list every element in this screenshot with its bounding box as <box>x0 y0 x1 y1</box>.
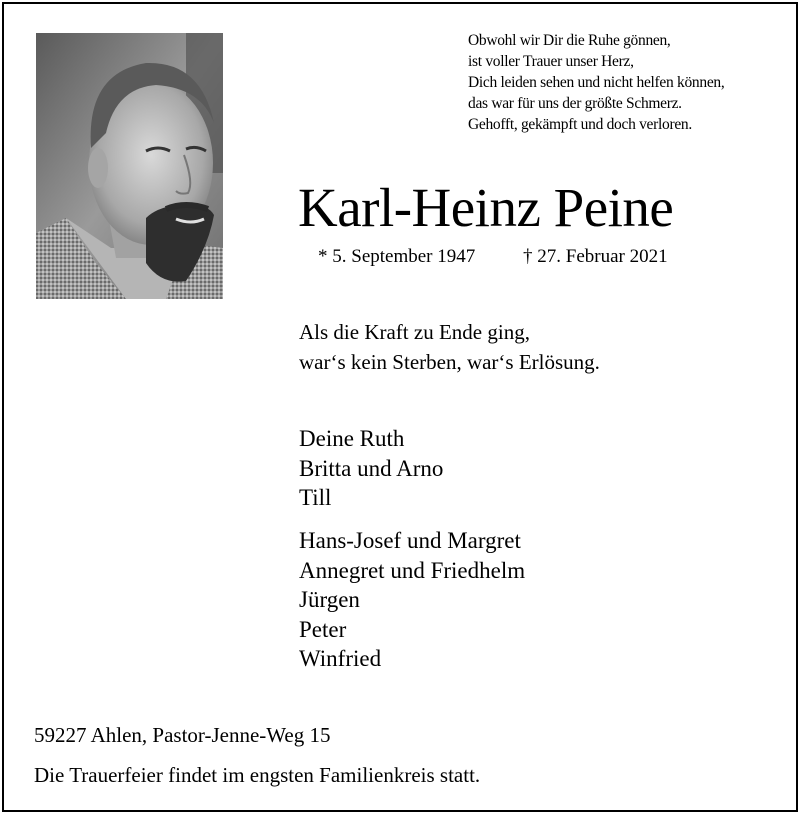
portrait-photo <box>36 33 223 299</box>
portrait-illustration <box>36 33 223 299</box>
mourner-name: Jürgen <box>299 587 360 612</box>
mourner-name: Hans-Josef und Margret <box>299 528 521 553</box>
memorial-quote <box>299 317 600 377</box>
mourner-name: Peter <box>299 616 347 642</box>
deceased-name: Karl-Heinz Peine <box>298 177 674 238</box>
mourner-name: Winfried <box>299 646 382 671</box>
quote-line: war‘s kein Sterben, war‘s Erlösung. <box>299 350 600 374</box>
mourner-name: Deine Ruth <box>299 426 405 451</box>
mourners-close-family <box>299 424 443 513</box>
mourner-name: Britta und Arno <box>299 455 444 481</box>
mourner-name: Till <box>299 485 332 510</box>
mourner-name: Annegret und Friedhelm <box>299 557 526 583</box>
birth-date: * 5. September 1947 <box>318 246 476 267</box>
quote-line: Als die Kraft zu Ende ging, <box>299 320 530 344</box>
mourners-siblings <box>299 526 525 674</box>
poem-line: Dich leiden sehen und nicht helfen können, <box>468 74 725 91</box>
poem-line: Obwohl wir Dir die Ruhe gönnen, <box>468 32 671 49</box>
poem <box>468 30 788 135</box>
death-date: † 27. Februar 2021 <box>523 246 668 267</box>
family-address: 59227 Ahlen, Pastor-Jenne-Weg 15 <box>34 723 331 747</box>
poem-line: Gehofft, gekämpft und doch verloren. <box>468 116 692 133</box>
poem-line: ist voller Trauer unser Herz, <box>468 53 634 70</box>
poem-line: das war für uns der größte Schmerz. <box>468 95 682 112</box>
funeral-notice: Die Trauerfeier findet im engsten Familienkreis statt. <box>34 763 481 787</box>
